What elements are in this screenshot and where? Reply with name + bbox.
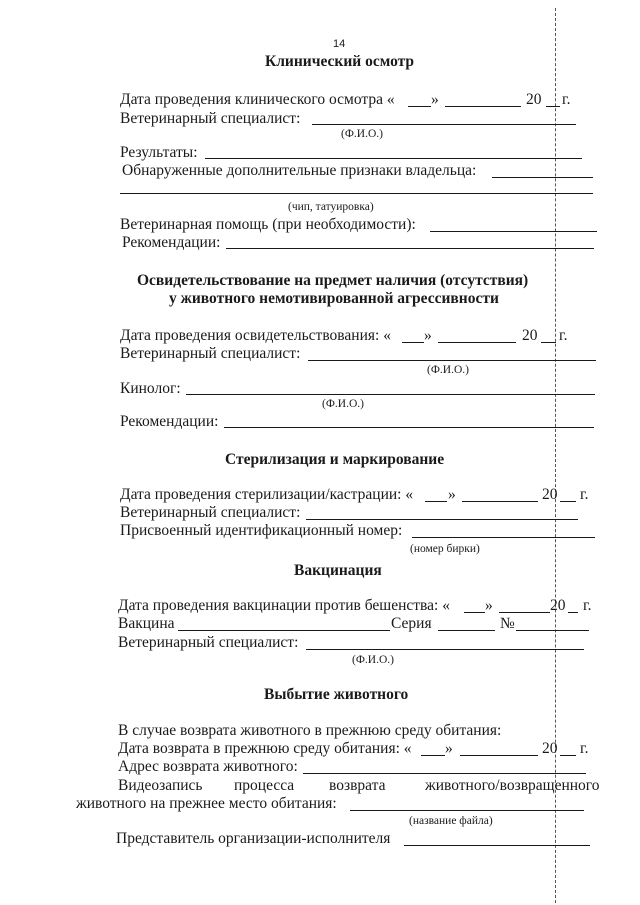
vaccination-year-suffix: г. [583, 597, 592, 614]
disposal-video-word-1: Видеозапись [118, 777, 203, 794]
clinical-owner-signs-field[interactable] [492, 177, 593, 178]
sterilization-day-field[interactable] [425, 501, 447, 502]
clinical-chip-caption: (чип, татуировка) [288, 201, 374, 213]
disposal-video-word-4: животного/возвращенного [425, 777, 600, 794]
vaccination-vaccine-label: Вакцина [118, 615, 175, 632]
aggression-month-field[interactable] [438, 342, 516, 343]
sterilization-id-field[interactable] [412, 537, 595, 538]
vaccination-month-field[interactable] [499, 612, 550, 613]
disposal-date-close: » [445, 740, 453, 757]
disposal-video-line2: животного на прежнее место обитания: [76, 795, 337, 812]
vaccination-title: Вакцинация [294, 562, 382, 579]
aggression-date-label: Дата проведения освидетельствования: « [120, 327, 391, 344]
disposal-address-label: Адрес возврата животного: [118, 758, 298, 775]
vaccination-fio-caption: (Ф.И.О.) [352, 654, 394, 666]
sterilization-vet-label: Ветеринарный специалист: [120, 504, 301, 521]
disposal-video-word-2: процесса [234, 777, 295, 794]
aggression-recommendations-label: Рекомендации: [120, 413, 219, 430]
aggression-fio-caption: (Ф.И.О.) [427, 364, 469, 376]
disposal-representative-field[interactable] [404, 845, 590, 846]
aggression-date-close: » [424, 327, 432, 344]
aggression-year-suffix: г. [559, 327, 568, 344]
disposal-year-suffix: г. [580, 740, 589, 757]
aggression-title-line1: Освидетельствование на предмет наличия (отсутствия) [137, 272, 529, 289]
sterilization-date-label: Дата проведения стерилизации/кастрации: « [120, 486, 414, 503]
clinical-owner-signs-label: Обнаруженные дополнительные признаки владельца: [122, 162, 477, 179]
aggression-fio-caption2: (Ф.И.О.) [322, 398, 364, 410]
clinical-date-label: Дата проведения клинического осмотра « [120, 91, 395, 108]
vaccination-number-field[interactable] [516, 630, 589, 631]
sterilization-year-prefix: 20 [542, 486, 558, 503]
clinical-day-field[interactable] [408, 106, 431, 107]
clinical-date-close: » [431, 91, 439, 108]
aggression-recommendations-field[interactable] [224, 427, 594, 428]
vaccination-vaccine-field[interactable] [178, 630, 390, 631]
disposal-video-word-3: возврата [329, 777, 386, 794]
disposal-address-field[interactable] [303, 773, 586, 774]
clinical-year-field[interactable] [546, 106, 560, 107]
sterilization-date-close: » [448, 486, 456, 503]
sterilization-vet-field[interactable] [306, 519, 578, 520]
disposal-year-prefix: 20 [542, 740, 558, 757]
vaccination-series-field[interactable] [438, 630, 495, 631]
disposal-year-field[interactable] [560, 755, 576, 756]
aggression-year-prefix: 20 [522, 327, 538, 344]
vaccination-date-close: » [485, 597, 493, 614]
aggression-vet-label: Ветеринарный специалист: [120, 345, 301, 362]
clinical-vet-label: Ветеринарный специалист: [120, 110, 301, 127]
clinical-year-prefix: 20 [526, 91, 542, 108]
clinical-vet-help-field[interactable] [430, 231, 597, 232]
aggression-cynologist-field[interactable] [186, 394, 595, 395]
clinical-month-field[interactable] [445, 106, 521, 107]
sterilization-id-label: Присвоенный идентификационный номер: [120, 522, 403, 539]
clinical-results-field[interactable] [205, 158, 582, 159]
sterilization-title: Стерилизация и маркирование [225, 451, 445, 468]
sterilization-year-field[interactable] [560, 501, 576, 502]
clinical-vet-help-label: Ветеринарная помощь (при необходимости): [120, 216, 416, 233]
disposal-video-file-field[interactable] [350, 810, 584, 811]
vaccination-date-label: Дата проведения вакцинации против бешенства: « [118, 597, 450, 614]
clinical-recommendations-field[interactable] [226, 248, 594, 249]
disposal-month-field[interactable] [460, 755, 538, 756]
vaccination-day-field[interactable] [464, 612, 485, 613]
vaccination-vet-label: Ветеринарный специалист: [118, 634, 299, 651]
disposal-day-field[interactable] [421, 755, 445, 756]
page-number: 14 [333, 38, 346, 50]
fold-line [555, 8, 556, 903]
sterilization-tag-caption: (номер бирки) [410, 543, 480, 555]
clinical-recommendations-label: Рекомендации: [122, 234, 221, 251]
disposal-return-date-label: Дата возврата в прежнюю среду обитания: « [118, 740, 412, 757]
clinical-owner-signs-field-2[interactable] [120, 193, 593, 194]
clinical-results-label: Результаты: [120, 144, 198, 161]
disposal-representative-label: Представитель организации-исполнителя [116, 830, 391, 847]
aggression-year-field[interactable] [541, 342, 556, 343]
disposal-file-caption: (название файла) [409, 815, 493, 827]
sterilization-month-field[interactable] [462, 501, 538, 502]
vaccination-year-prefix: 20 [550, 597, 566, 614]
clinical-fio-caption: (Ф.И.О.) [341, 128, 383, 140]
disposal-return-case: В случае возврата животного в прежнюю среду обитания: [118, 722, 502, 739]
aggression-cynologist-label: Кинолог: [120, 380, 181, 397]
clinical-year-suffix: г. [562, 91, 571, 108]
disposal-title: Выбытие животного [264, 686, 409, 703]
vaccination-series-label: Серия [391, 615, 432, 632]
clinical-title: Клинический осмотр [265, 53, 415, 70]
clinical-vet-field[interactable] [312, 124, 576, 125]
vaccination-vet-field[interactable] [306, 649, 584, 650]
aggression-title-line2: у животного немотивированной агрессивности [169, 290, 499, 307]
vaccination-year-field[interactable] [568, 612, 578, 613]
aggression-day-field[interactable] [402, 342, 424, 343]
sterilization-year-suffix: г. [580, 486, 589, 503]
aggression-vet-field[interactable] [308, 360, 596, 361]
vaccination-number-label: № [500, 615, 515, 632]
